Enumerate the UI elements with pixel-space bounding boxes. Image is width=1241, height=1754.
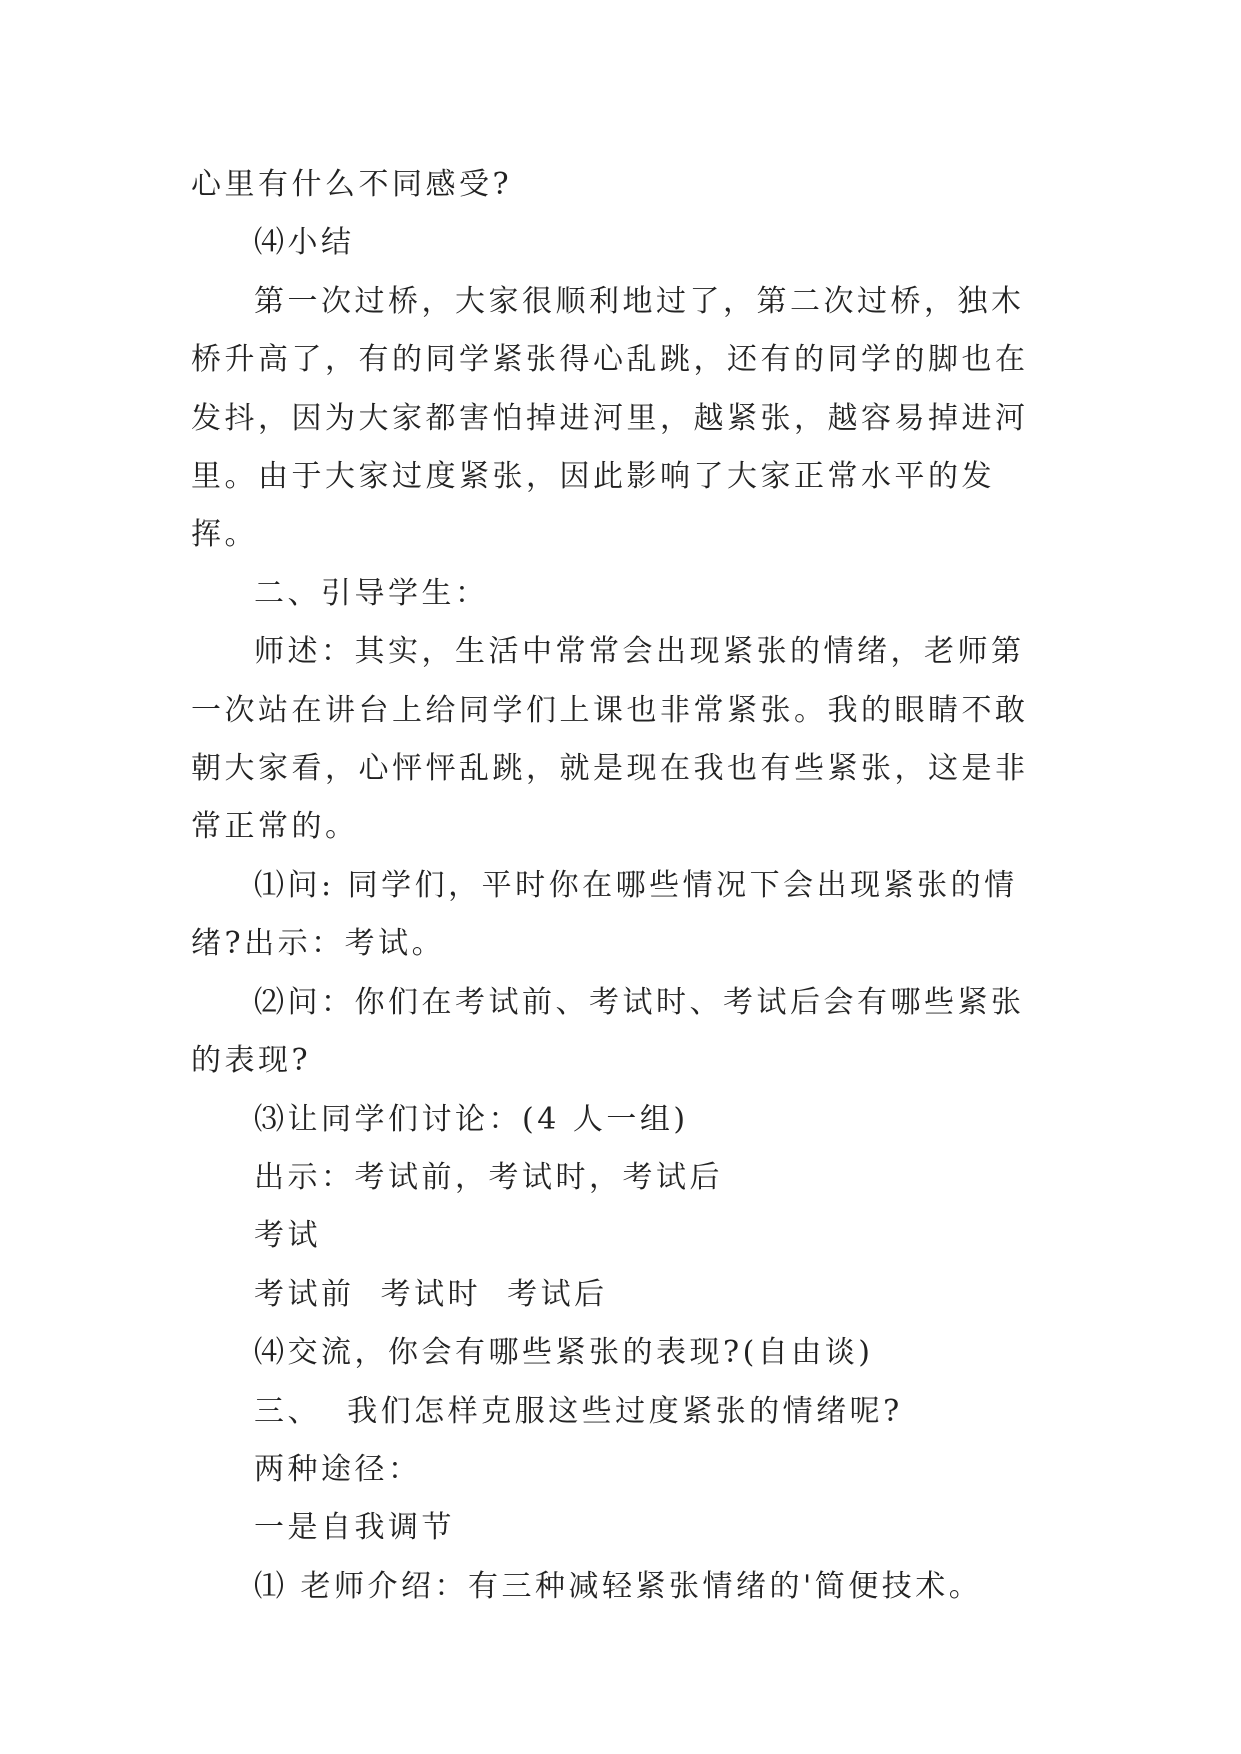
section-heading: 二、引导学生： xyxy=(254,575,489,611)
paragraph: ⑴ 老师介绍：有三种减轻紧张情绪的'简便技术。 xyxy=(254,1568,983,1604)
paragraph: 出示：考试前，考试时，考试后 xyxy=(254,1159,723,1195)
paragraph: ⑴问: 同学们，平时你在哪些情况下会出现紧张的情绪?出示：考试。 xyxy=(191,867,1018,962)
section-heading: 三、 我们怎样克服这些过度紧张的情绪呢? xyxy=(254,1393,903,1429)
paragraph: ⑵问：你们在考试前、考试时、考试后会有哪些紧张的表现? xyxy=(191,984,1025,1079)
paragraph: ⑶让同学们讨论：(4 人一组) xyxy=(254,1101,689,1137)
paragraph: 师述：其实，生活中常常会出现紧张的情绪，老师第一次站在讲台上给同学们上课也非常紧张。我的眼睛不敢朝大家看，心怦怦乱跳，就是现在我也有些紧张，这是非常正常的。 xyxy=(191,634,1029,845)
paragraph: 一是自我调节 xyxy=(254,1510,455,1546)
paragraph: 考试 xyxy=(254,1218,321,1254)
paragraph: 第一次过桥，大家很顺利地过了，第二次过桥，独木桥升高了，有的同学紧张得心乱跳，还有的同学的脚也在发抖，因为大家都害怕掉进河里，越紧张，越容易掉进河里。由于大家过度紧张，因此影响了大家正常水平的发挥。 xyxy=(191,283,1029,553)
paragraph: 心里有什么不同感受? xyxy=(191,167,513,202)
paragraph: ⑷交流，你会有哪些紧张的表现?(自由谈) xyxy=(254,1335,874,1371)
paragraph: 两种途径： xyxy=(254,1451,422,1487)
document-page xyxy=(191,156,1051,1616)
paragraph: ⑷小结 xyxy=(254,225,355,261)
paragraph: 考试前 考试时 考试后 xyxy=(254,1276,608,1312)
